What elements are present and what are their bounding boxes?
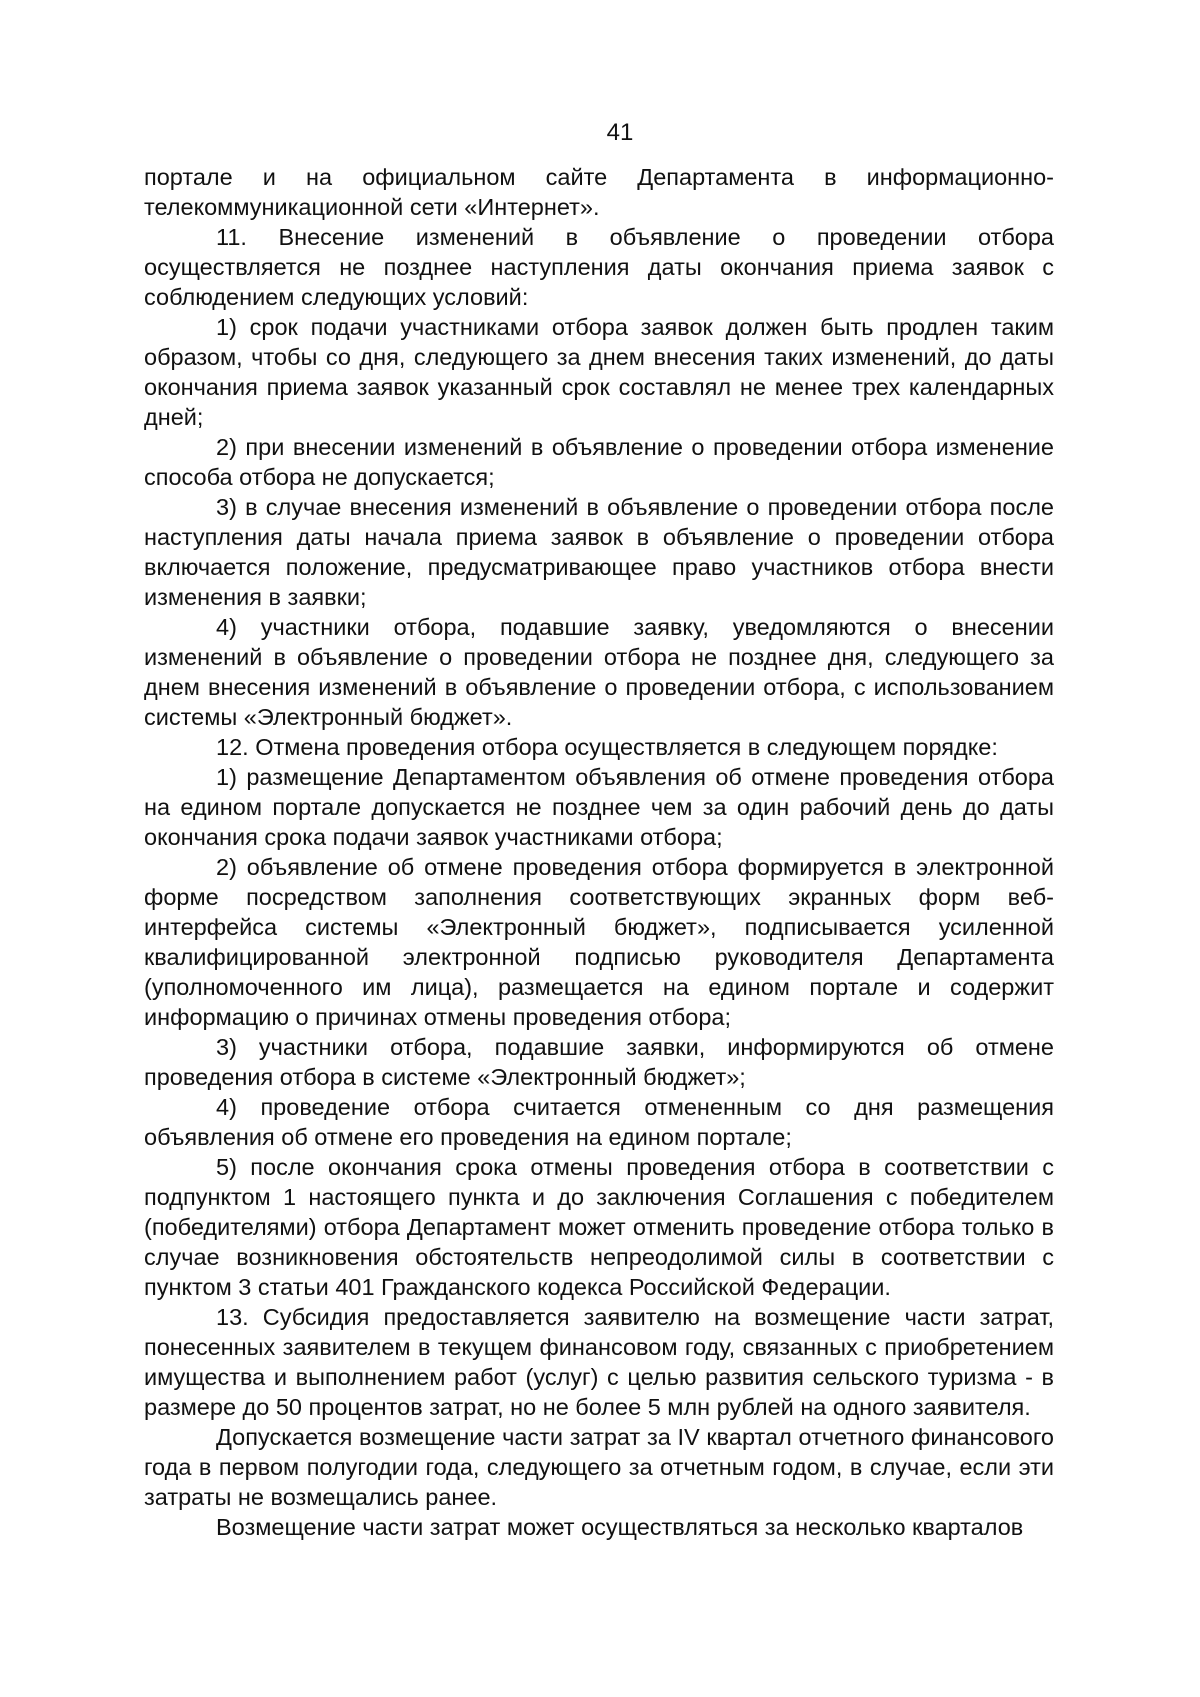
paragraph: 3) участники отбора, подавшие заявки, информируются об отмене проведения отбора в системе «Электронный бюджет»;	[144, 1034, 1054, 1090]
paragraph: 3) в случае внесения изменений в объявление о проведении отбора после наступления даты начала приема заявок в объявление о проведении отбора включается положение, предусматривающее право участников отбора внести изменения в заявки;	[144, 494, 1054, 610]
paragraph: 13. Субсидия предоставляется заявителю на возмещение части затрат, понесенных заявителем в текущем финансовом году, связанных с приобретением имущества и выполнением работ (услуг) с целью развития сельского туризма - в размере до 50 процентов затрат, но не более 5 млн рублей на одного заявителя.	[144, 1304, 1054, 1420]
paragraph: 2) объявление об отмене проведения отбора формируется в электронной форме посредством заполнения соответствующих экранных форм веб-интерфейса системы «Электронный бюджет», подписывается усиленной квалифицированной электронной подписью руководителя Департамента (уполномоченного им лица), размещается на едином портале и содержит информацию о причинах отмены проведения отбора;	[144, 854, 1054, 1030]
document-body	[144, 162, 1054, 1542]
paragraph: Допускается возмещение части затрат за IV квартал отчетного финансового года в первом полугодии года, следующего за отчетным годом, в случае, если эти затраты не возмещались ранее.	[144, 1424, 1054, 1510]
page-number: 41	[606, 119, 634, 146]
paragraph: 1) размещение Департаментом объявления об отмене проведения отбора на едином портале допускается не позднее чем за один рабочий день до даты окончания срока подачи заявок участниками отбора;	[144, 764, 1054, 850]
paragraph: Возмещение части затрат может осуществляться за несколько кварталов	[216, 1514, 1024, 1540]
paragraph: 12. Отмена проведения отбора осуществляется в следующем порядке:	[216, 734, 998, 760]
paragraph: 11. Внесение изменений в объявление о проведении отбора осуществляется не позднее наступления даты окончания приема заявок с соблюдением следующих условий:	[144, 224, 1054, 310]
paragraph: 4) участники отбора, подавшие заявку, уведомляются о внесении изменений в объявление о проведении отбора не позднее дня, следующего за днем внесения изменений в объявление о проведении отбора, с использованием системы «Электронный бюджет».	[144, 614, 1054, 730]
paragraph: 1) срок подачи участниками отбора заявок должен быть продлен таким образом, чтобы со дня, следующего за днем внесения таких изменений, до даты окончания приема заявок указанный срок составлял не менее трех календарных дней;	[144, 314, 1054, 430]
paragraph: портале и на официальном сайте Департамента в информационно-телекоммуникационной сети «Интернет».	[144, 164, 1054, 220]
paragraph: 2) при внесении изменений в объявление о проведении отбора изменение способа отбора не допускается;	[144, 434, 1054, 490]
paragraph: 4) проведение отбора считается отмененным со дня размещения объявления об отмене его проведения на едином портале;	[144, 1094, 1054, 1150]
paragraph: 5) после окончания срока отмены проведения отбора в соответствии с подпунктом 1 настоящего пункта и до заключения Соглашения с победителем (победителями) отбора Департамент может отменить проведение отбора только в случае возникновения обстоятельств непреодолимой силы в соответствии с пунктом 3 статьи 401 Гражданского кодекса Российской Федерации.	[144, 1154, 1054, 1300]
